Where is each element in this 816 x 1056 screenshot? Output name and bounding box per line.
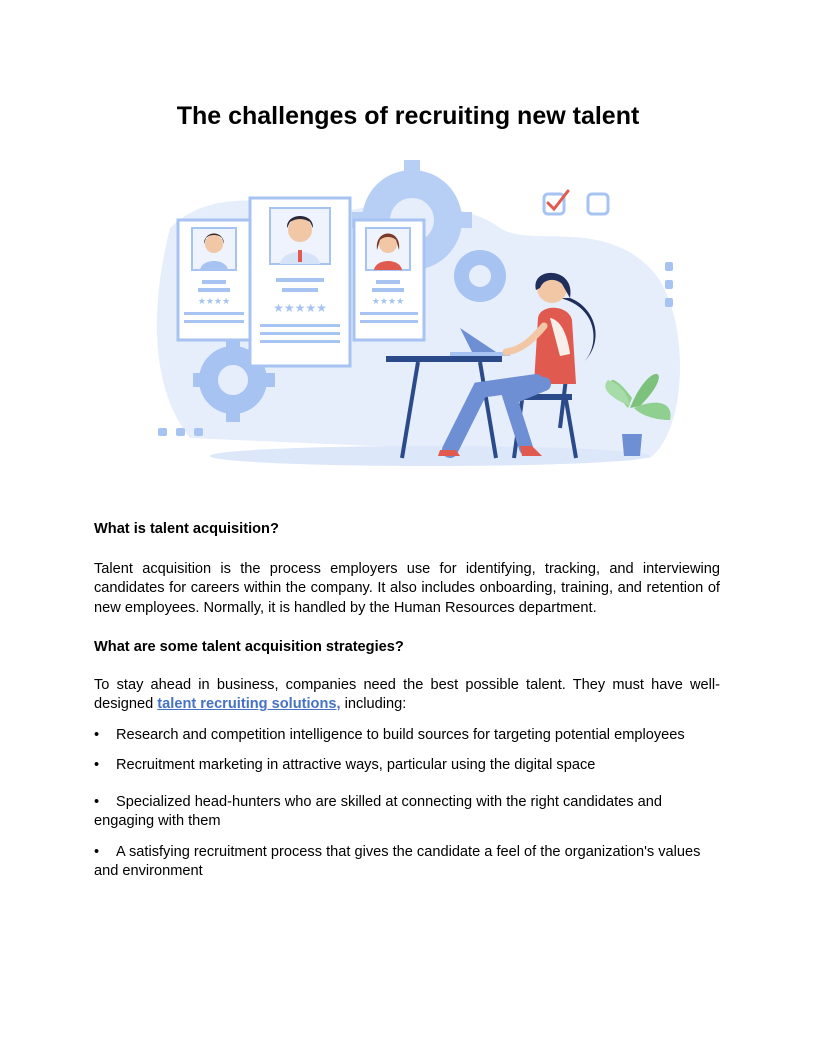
bullet-icon: •	[94, 757, 100, 773]
list-item-text: Research and competition intelligence to build sources for targeting potential employees	[116, 726, 685, 743]
list-item	[94, 756, 720, 776]
list-item	[94, 726, 720, 746]
page-title: The challenges of recruiting new talent	[176, 102, 640, 130]
paragraph: Talent acquisition is the process employers use for identifying, tracking, and interviewing candidates for careers within the company. It also includes onboarding, training, and retention of new employees. Normally, it is handled by the Human Resources department.	[94, 560, 720, 616]
section-heading: What are some talent acquisition strategies?	[94, 639, 404, 655]
list-item-text: Specialized head-hunters who are skilled at connecting with the right candidates and engaging with them	[94, 793, 662, 829]
bullet-icon: •	[94, 726, 100, 743]
list-item-text: Recruitment marketing in attractive ways, particular using the digital space	[116, 757, 596, 773]
talent-recruiting-solutions-link[interactable]: talent recruiting solutions,	[157, 696, 341, 712]
list-item	[94, 843, 720, 882]
svg-text:★★★★: ★★★★	[197, 297, 231, 307]
section-heading: What is talent acquisition?	[94, 521, 279, 537]
candidate-card-icon	[178, 220, 250, 340]
list-item	[94, 793, 720, 832]
svg-text:★★★★★: ★★★★★	[273, 301, 327, 315]
floor-shadow	[210, 446, 650, 466]
recruitment-illustration	[130, 158, 690, 478]
bullet-icon: •	[94, 843, 100, 860]
checkbox-checked-icon	[544, 191, 568, 214]
decorative-dots	[158, 428, 203, 436]
svg-text:★★★★: ★★★★	[371, 297, 405, 307]
candidate-card-icon	[250, 198, 350, 366]
paragraph-text: To stay ahead in business, companies need the best possible talent. They must have well-designed	[94, 676, 720, 712]
gear-icon	[454, 250, 506, 302]
list-item-text: A satisfying recruitment process that gives the candidate a feel of the organization's values and environment	[94, 843, 701, 879]
paragraph-text: including:	[340, 696, 407, 712]
document-body	[94, 520, 720, 882]
decorative-dots	[665, 262, 673, 307]
paragraph	[94, 676, 720, 715]
candidate-card-icon	[354, 220, 424, 340]
checkbox-empty-icon	[588, 194, 608, 214]
bullet-icon: •	[94, 793, 100, 810]
